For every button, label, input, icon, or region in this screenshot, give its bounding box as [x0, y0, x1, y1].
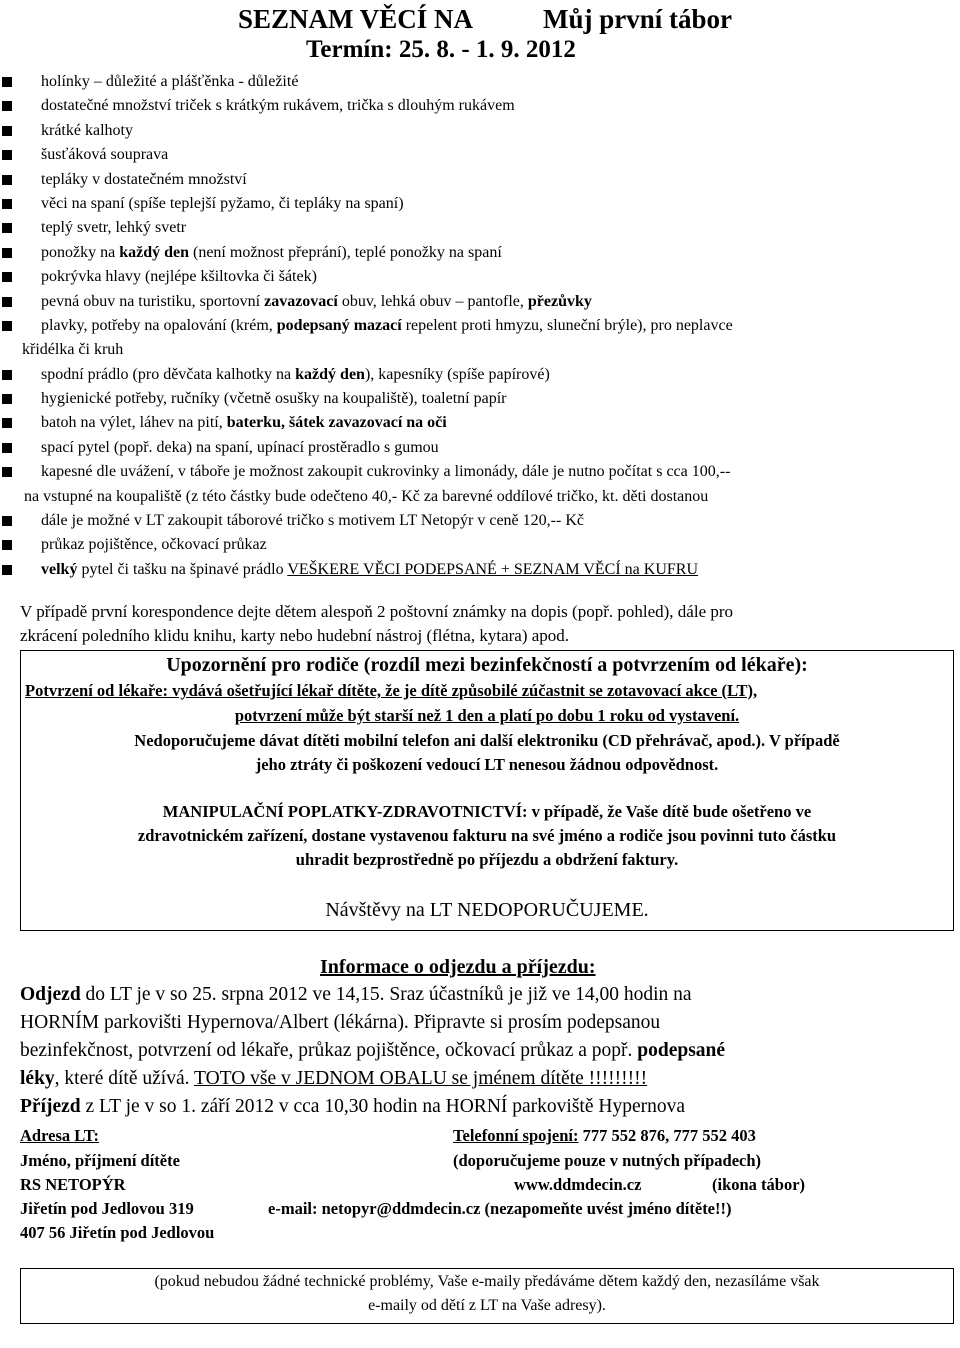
- email-note-box: (pokud nebudou žádné technické problémy, Vaše e-maily předáváme dětem každý den, nezasíláme však e-maily od dětí z LT na Vaše adresy).: [20, 1268, 954, 1324]
- list-item: šusťáková souprava: [0, 143, 958, 167]
- list-item: tepláky v dostatečném množství: [0, 168, 958, 192]
- list-item: dostatečné množství triček s krátkým rukávem, trička s dlouhým rukávem: [0, 94, 958, 118]
- list-item: teplý svetr, lehký svetr: [0, 216, 958, 240]
- list-item: krátké kalhoty: [0, 119, 958, 143]
- list-item: kapesné dle uvážení, v táboře je možnost zakoupit cukrovinky a limonády, dále je nutno počítat s cca 100,-- na vstupné na koupaliště (z této částky bude odečteno 40,- Kč za barevné oddílové tričko, kt. děti dostanou: [0, 460, 958, 509]
- info-heading: Informace o odjezdu a příjezdu:: [320, 956, 596, 978]
- list-item: dále je možné v LT zakoupit táborové tričko s motivem LT Netopýr v ceně 120,-- Kč: [0, 509, 958, 533]
- list-item: ponožky na každý den (není možnost přeprání), teplé ponožky na spaní: [0, 241, 958, 265]
- parent-notice-box: Upozornění pro rodiče (rozdíl mezi bezinfekčností a potvrzením od lékaře): Potvrzení od lékaře: vydává ošetřující lékař dítěte, že je dítě způsobilé zúčastnit se zotavovací akce (LT), potvrzení může být starší než 1 den a platí po dobu 1 roku od vystavení. Nedoporučujeme dávat dítěti mobilní telefon ani další elektroniku (CD přehrávač, apod.). V případě jeho ztráty či poškození vedoucí LT nenesou žádnou odpovědnost. MANIPULAČNÍ POPLATKY-ZDRAVOTNICTVÍ: v případě, že Vaše dítě bude ošetřeno ve zdravotnickém zařízení, dostane vystavenou fakturu na své jméno a rodiče jsou povinni tuto částku uhradit bezprostředně po příjezdu a obdržení faktury. Návštěvy na LT NEDOPORUČUJEME.: [20, 650, 954, 931]
- list-item: věci na spaní (spíše teplejší pyžamo, či tepláky na spaní): [0, 192, 958, 216]
- title-term: Termín: 25. 8. - 1. 9. 2012: [306, 36, 576, 63]
- list-item: holínky – důležité a plášťěnka - důležité: [0, 70, 958, 94]
- list-item: spací pytel (popř. deka) na spaní, upínací prostěradlo s gumou: [0, 436, 958, 460]
- title-main: SEZNAM VĚCÍ NA: [238, 4, 474, 34]
- visits-note: Návštěvy na LT NEDOPORUČUJEME.: [325, 899, 649, 921]
- list-item: pokrývka hlavy (nejlépe kšiltovka či šátek): [0, 265, 958, 289]
- packing-list: [0, 70, 958, 582]
- list-item: velký pytel či tašku na špinavé prádlo VEŠKERE VĚCI PODEPSANÉ + SEZNAM VĚCÍ na KUFRU: [0, 558, 958, 582]
- list-item: hygienické potřeby, ručníky (včetně osušky na koupaliště), toaletní papír: [0, 387, 958, 411]
- title-camp: Můj první tábor: [543, 4, 732, 34]
- list-item: spodní prádlo (pro děvčata kalhotky na každý den), kapesníky (spíše papírové): [0, 363, 958, 387]
- notice-heading: Upozornění pro rodiče (rozdíl mezi bezinfekčností a potvrzením od lékaře):: [166, 654, 808, 676]
- correspondence-note: V případě první korespondence dejte dětem alespoň 2 poštovní známky na dopis (popř. pohled), dále pro zkrácení poledního klidu knihu, karty nebo hudební nástroj (flétna, kytara) apod.: [20, 602, 734, 645]
- list-item: pevná obuv na turistiku, sportovní zavazovací obuv, lehká obuv – pantofle, přezůvky: [0, 290, 958, 314]
- document-title: [238, 0, 958, 70]
- list-item: batoh na výlet, láhev na pití, baterku, šátek zavazovací na oči: [0, 411, 958, 435]
- list-item: průkaz pojištěnce, očkovací průkaz: [0, 533, 958, 557]
- list-item: plavky, potřeby na opalování (krém, podepsaný mazací repelent proti hmyzu, sluneční brýle), pro neplavce křidélka či kruh: [0, 314, 958, 363]
